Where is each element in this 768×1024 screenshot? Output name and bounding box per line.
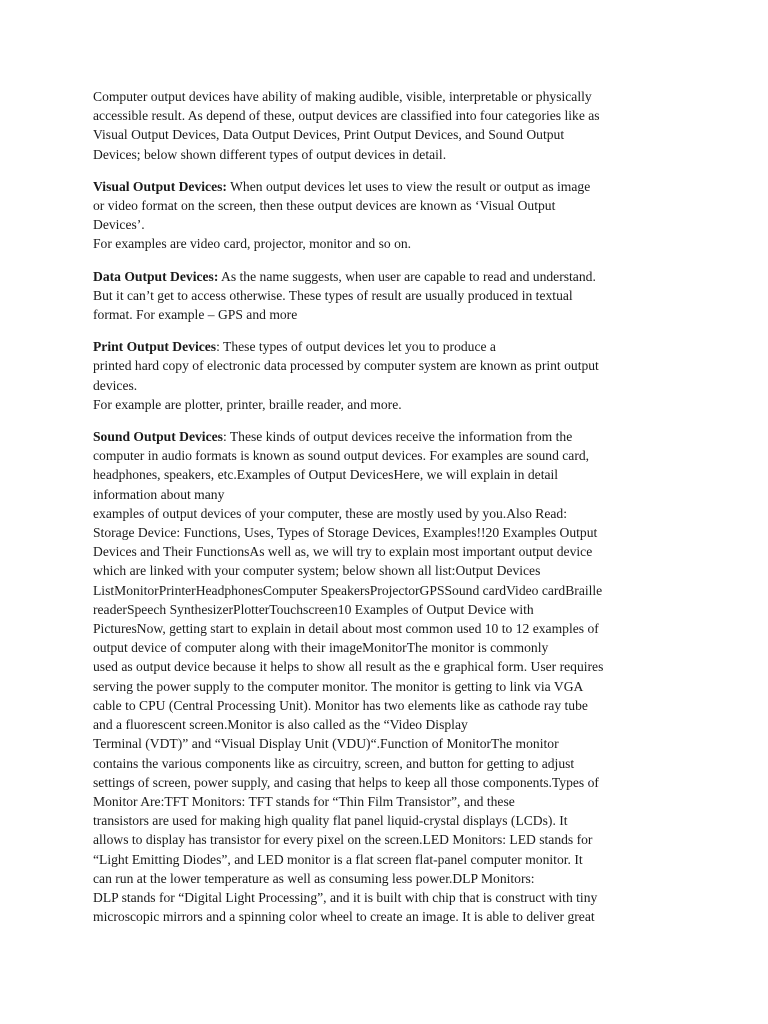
text-line: devices. [93, 377, 138, 393]
text-line: Devices’. [93, 217, 145, 233]
text-run: : These types of output devices let you to produce a [216, 339, 496, 355]
text-run: As the name suggests, when user are capable to read and understand. [218, 268, 596, 284]
text-line: used as output device because it helps to show all result as the e graphical form. User requires [93, 659, 604, 675]
text-run: When output devices let uses to view the result or output as image [226, 178, 591, 194]
text-line: Visual Output Devices, Data Output Devices, Print Output Devices, and Sound Output [93, 127, 565, 143]
text-line: Monitor Are:TFT Monitors: TFT stands for “Thin Film Transistor”, and these [93, 793, 515, 809]
text-line: transistors are used for making high quality flat panel liquid-crystal displays (LCDs). It [93, 813, 568, 829]
text-line: can run at the lower temperature as well as consuming less power.DLP Monitors: [93, 870, 535, 886]
text-line: and a fluorescent screen.Monitor is also called as the “Video Display [93, 717, 468, 733]
sound-output-heading: Sound Output Devices [93, 429, 223, 445]
text-line: allows to display has transistor for every pixel on the screen.LED Monitors: LED stands for [93, 832, 593, 848]
text-line: But it can’t get to access otherwise. These types of result are usually produced in textual [93, 287, 573, 303]
text-line: accessible result. As depend of these, output devices are classified into four categories like as [93, 108, 600, 124]
text-line: contains the various components like as circuitry, screen, and button for getting to adjust [93, 755, 575, 771]
text-line [93, 427, 675, 446]
text-line [93, 337, 675, 356]
intro-paragraph [93, 87, 675, 164]
text-line: “Light Emitting Diodes”, and LED monitor is a flat screen flat-panel computer monitor. It [93, 851, 583, 867]
print-output-paragraph [93, 337, 675, 414]
text-line: readerSpeech SynthesizerPlotterTouchscreen10 Examples of Output Device with [93, 601, 534, 617]
text-line: Computer output devices have ability of making audible, visible, interpretable or physically [93, 89, 592, 104]
text-line: Storage Device: Functions, Uses, Types of Storage Devices, Examples!!20 Examples Output [93, 525, 598, 541]
text-line: settings of screen, power supply, and casing that helps to keep all those components.Types of [93, 774, 599, 790]
text-line: examples of output devices of your computer, these are mostly used by you.Also Read: [93, 505, 567, 521]
text-run: : These kinds of output devices receive the information from the [222, 429, 573, 445]
text-line: Devices; below shown different types of output devices in detail. [93, 146, 447, 162]
text-line: For examples are video card, projector, monitor and so on. [93, 236, 412, 252]
text-line: computer in audio formats is known as sound output devices. For examples are sound card, [93, 448, 590, 464]
text-line: information about many [93, 486, 225, 502]
document-page [93, 87, 675, 939]
text-line: format. For example – GPS and more [93, 307, 298, 323]
text-line: PicturesNow, getting start to explain in detail about most common used 10 to 12 examples of [93, 621, 599, 637]
text-line: ListMonitorPrinterHeadphonesComputer SpeakersProjectorGPSSound cardVideo cardBraille [93, 582, 603, 598]
sound-output-paragraph [93, 427, 675, 926]
data-output-heading: Data Output Devices: [93, 268, 219, 284]
text-line: or video format on the screen, then these output devices are known as ‘Visual Output [93, 198, 556, 214]
visual-output-paragraph [93, 177, 675, 254]
text-line [93, 177, 675, 196]
text-line: Devices and Their FunctionsAs well as, we will try to explain most important output device [93, 544, 593, 560]
text-line: For example are plotter, printer, braille reader, and more. [93, 396, 402, 412]
text-line: DLP stands for “Digital Light Processing”, and it is built with chip that is construct with tiny [93, 889, 598, 905]
text-line [93, 267, 675, 286]
text-line: printed hard copy of electronic data processed by computer system are known as print output [93, 358, 599, 374]
text-line: output device of computer along with their imageMonitorThe monitor is commonly [93, 640, 549, 656]
text-line: cable to CPU (Central Processing Unit). Monitor has two elements like as cathode ray tube [93, 697, 588, 713]
text-line: headphones, speakers, etc.Examples of Output DevicesHere, we will explain in detail [93, 467, 559, 483]
text-line: which are linked with your computer system; below shown all list:Output Devices [93, 563, 541, 579]
text-line: serving the power supply to the computer monitor. The monitor is getting to link via VGA [93, 678, 584, 694]
text-line: Terminal (VDT)” and “Visual Display Unit (VDU)“.Function of MonitorThe monitor [93, 736, 559, 752]
text-line: microscopic mirrors and a spinning color wheel to create an image. It is able to deliver great [93, 909, 595, 925]
data-output-paragraph [93, 267, 675, 325]
print-output-heading: Print Output Devices [93, 339, 217, 355]
visual-output-heading: Visual Output Devices: [93, 178, 227, 194]
